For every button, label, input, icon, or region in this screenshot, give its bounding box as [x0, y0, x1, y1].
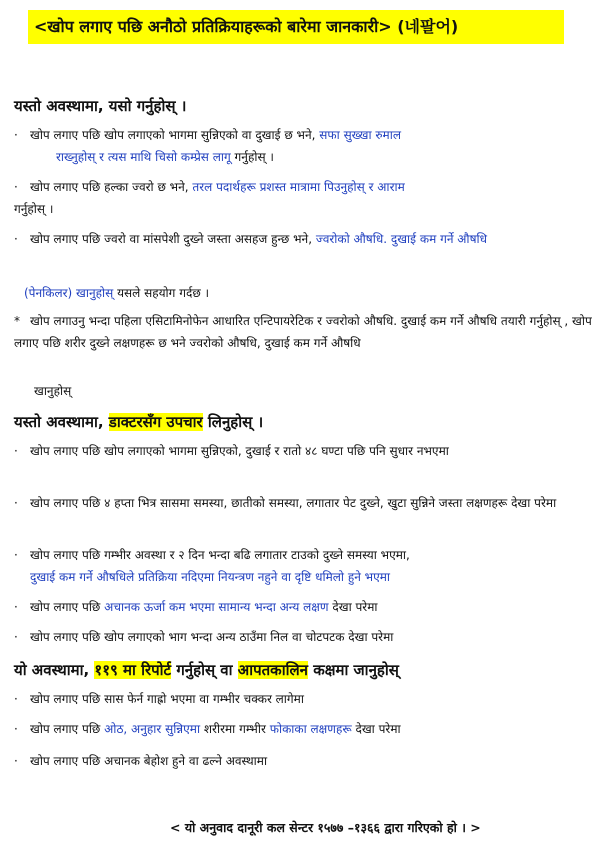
list-item: · खोप लगाए पछि गम्भीर अवस्था र २ दिन भन्दा बढि लगातार टाउको दुख्ने समस्या भएमा, दुखाई कम गर्ने औषधिले प्रतिक्रिया नदिएमा नियन्त्रण नहुने वा दृष्टि धमिलो हुने भएमा — [14, 544, 594, 588]
translation-credit: < यो अनुवाद दानूरी कल सेन्टर १५७७ –१३६६ द्वारा गरिएको हो । > — [170, 820, 481, 835]
section2-heading: यस्तो अवस्थामा, डाक्टरसँग उपचार लिनुहोस् । — [14, 413, 264, 431]
list-item: · खोप लगाए पछि अचानक बेहोश हुने वा ढल्ने अवस्थामा — [14, 750, 594, 772]
bullet: · — [14, 722, 18, 736]
note-item-end: खानुहोस् — [34, 384, 72, 398]
bullet: · — [14, 754, 18, 768]
section1-heading: यस्तो अवस्थामा, यसो गर्नुहोस् । — [14, 97, 187, 115]
list-item: · खोप लगाए पछि सास फेर्न गाह्रो भएमा वा गम्भीर चक्कर लागेमा — [14, 688, 594, 710]
bullet: · — [14, 496, 18, 510]
bullet: · — [14, 692, 18, 706]
list-item: · खोप लगाए पछि हल्का ज्वरो छ भने, तरल पदार्थहरू प्रशस्त मात्रामा पिउनुहोस् र आराम गर्नुहोस् । — [14, 176, 594, 220]
highlight: ११९ मा रिपोर्ट — [94, 661, 172, 679]
bullet: · — [14, 444, 18, 458]
note-bullet: * — [14, 314, 20, 328]
bullet: · — [14, 128, 18, 142]
highlight: डाक्टरसँग उपचार — [108, 413, 203, 431]
bullet: · — [14, 548, 18, 562]
list-item: · खोप लगाए पछि ४ हप्ता भित्र सासमा समस्या, छातीको समस्या, लगातार पेट दुख्ने, खुटा सुन्निने जस्ता लक्षणहरू देखा परेमा — [14, 492, 594, 514]
bullet: · — [14, 600, 18, 614]
bullet: · — [14, 630, 18, 644]
list-item-continued: (पेनकिलर) खानुहोस् यसले सहयोग गर्दछ । — [24, 286, 210, 300]
list-item: · खोप लगाए पछि अचानक ऊर्जा कम भएमा सामान्य भन्दा अन्य लक्षण देखा परेमा — [14, 596, 594, 618]
list-item: · खोप लगाए पछि खोप लगाएको भागमा सुन्निएको वा दुखाई छ भने, सफा सुख्खा रुमाल राख्नुहोस् र त्यस माथि चिसो कम्प्रेस लागू गर्नुहोस् । — [14, 124, 594, 168]
bullet: · — [14, 180, 18, 194]
list-item: · खोप लगाए पछि ज्वरो वा मांसपेशी दुख्ने जस्ता असहज हुन्छ भने, ज्वरोको औषधि. दुखाई कम गर्ने औषधि — [14, 228, 594, 250]
highlight: आपतकालिन — [237, 661, 308, 679]
list-item: · खोप लगाए पछि खोप लगाएको भाग भन्दा अन्य ठाउँमा निल वा चोटपटक देखा परेमा — [14, 626, 594, 648]
page-title: <खोप लगाए पछि अनौठो प्रतिक्रियाहरूको बारेमा जानकारी> (네팔어) — [28, 10, 564, 44]
bullet: · — [14, 232, 18, 246]
list-item: · खोप लगाए पछि खोप लगाएको भागमा सुन्निएको, दुखाई र रातो ४८ घण्टा पछि पनि सुधार नभएमा — [14, 440, 594, 462]
list-item: · खोप लगाए पछि ओठ, अनुहार सुन्निएमा शरीरमा गम्भीर फोकाका लक्षणहरू देखा परेमा — [14, 718, 594, 740]
note-item: * खोप लगाउनु भन्दा पहिला एसिटामिनोफेन आधारित एन्टिपायरेटिक र ज्वरोको औषधि. दुखाई कम गर्ने औषधि तयारी गर्नुहोस् , खोप लगाए पछि शरीर दुख्ने लक्षणहरू छ भने ज्वरोको औषधि, दुखाई कम गर्ने औषधि — [14, 310, 594, 354]
section3-heading: यो अवस्थामा, ११९ मा रिपोर्ट गर्नुहोस् वा आपतकालिन कक्षमा जानुहोस् — [14, 661, 399, 679]
